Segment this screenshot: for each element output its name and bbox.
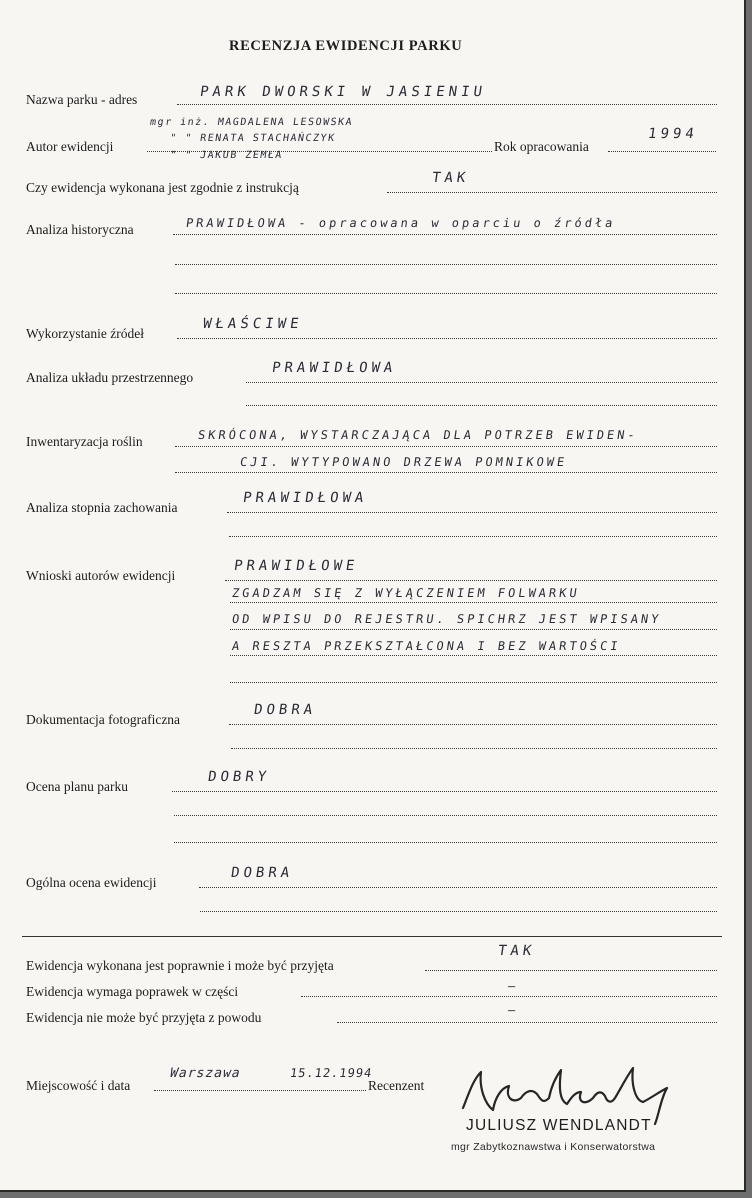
dotted-line	[231, 748, 717, 749]
answer-sources: WŁAŚCIWE	[201, 316, 304, 332]
dotted-line	[177, 338, 717, 339]
answer-plants-2: CJI. WYTYPOWANO DRZEWA POMNIKOWE	[239, 455, 569, 469]
dotted-line	[173, 234, 717, 235]
answer-date: 15.12.1994	[289, 1066, 374, 1080]
label-spatial: Analiza układu przestrzennego	[26, 370, 194, 385]
label-instruction: Czy ewidencja wykonana jest zgodnie z instrukcją	[26, 180, 299, 195]
dotted-line	[175, 472, 717, 473]
answer-year: 1994	[646, 126, 699, 142]
dotted-line	[175, 293, 717, 294]
dotted-line	[387, 192, 717, 193]
form-title: RECENZJA EWIDENCJI PARKU	[229, 38, 463, 54]
answer-spatial: PRAWIDŁOWA	[270, 360, 398, 376]
answer-instruction: TAK	[430, 170, 471, 186]
dotted-line	[200, 911, 717, 912]
label-author: Autor ewidencji	[26, 139, 114, 154]
dotted-line	[301, 996, 717, 997]
label-park-name: Nazwa parku - adres	[26, 92, 138, 107]
answer-historical: PRAWIDŁOWA - opracowana w oparciu o źródła	[185, 216, 617, 230]
answer-author-2: " " RENATA STACHAŃCZYK	[169, 133, 337, 144]
answer-rejected: —	[507, 1003, 520, 1017]
label-accepted: Ewidencja wykonana jest poprawnie i może być przyjęta	[26, 958, 334, 973]
answer-author-3: " " JAKUB ZEMŁA	[169, 150, 284, 161]
dotted-line	[230, 682, 717, 683]
label-historical: Analiza historyczna	[26, 222, 134, 237]
dotted-line	[177, 104, 717, 105]
label-place-date: Miejscowość i data	[26, 1078, 131, 1093]
answer-overall-rating: DOBRA	[229, 865, 295, 881]
answer-photo-docs: DOBRA	[252, 702, 318, 718]
dotted-line	[154, 1090, 366, 1091]
dotted-line	[175, 446, 717, 447]
label-photo-docs: Dokumentacja fotograficzna	[26, 712, 181, 727]
label-sources: Wykorzystanie źródeł	[26, 326, 145, 341]
dotted-line	[229, 724, 717, 725]
dotted-line	[230, 602, 717, 603]
dotted-line	[175, 264, 717, 265]
dotted-line	[229, 536, 717, 537]
label-preservation: Analiza stopnia zachowania	[26, 500, 178, 515]
label-overall-rating: Ogólna ocena ewidencji	[26, 875, 157, 890]
answer-preservation: PRAWIDŁOWA	[241, 490, 369, 506]
label-reviewer: Recenzent	[368, 1078, 425, 1093]
dotted-line	[337, 1022, 717, 1023]
answer-conclusions-3: OD WPISU DO REJESTRU. SPICHRZ JEST WPISANY	[231, 612, 663, 626]
label-plan-rating: Ocena planu parku	[26, 779, 128, 794]
dotted-line	[174, 815, 717, 816]
dotted-line	[225, 580, 717, 581]
answer-park-name: PARK DWORSKI W JASIENIU	[198, 84, 487, 100]
dotted-line	[172, 791, 717, 792]
answer-accepted: TAK	[496, 943, 537, 959]
stamp-name: JULIUSZ WENDLANDT	[466, 1117, 652, 1134]
dotted-line	[230, 629, 717, 630]
answer-conclusions-2: ZGADZAM SIĘ Z WYŁĄCZENIEM FOLWARKU	[231, 586, 581, 600]
answer-plan-rating: DOBRY	[206, 769, 272, 785]
dotted-line	[230, 655, 717, 656]
dotted-line	[246, 405, 717, 406]
section-divider	[22, 936, 722, 937]
answer-corrections: —	[507, 979, 520, 993]
label-rejected: Ewidencja nie może być przyjęta z powodu	[26, 1010, 262, 1025]
label-year: Rok opracowania	[494, 139, 589, 154]
label-corrections: Ewidencja wymaga poprawek w części	[26, 984, 239, 999]
answer-conclusions-4: A RESZTA PRZEKSZTAŁCONA I BEZ WARTOŚCI	[231, 639, 622, 653]
answer-place: Warszawa	[168, 1066, 243, 1081]
dotted-line	[608, 151, 716, 152]
answer-plants-1: SKRÓCONA, WYSTARCZAJĄCA DLA POTRZEB EWIDEN-	[197, 428, 639, 442]
label-conclusions: Wnioski autorów ewidencji	[26, 568, 176, 583]
dotted-line	[199, 887, 717, 888]
dotted-line	[174, 842, 717, 843]
stamp-subtitle: mgr Zabytkoznawstwa i Konserwatorstwa	[451, 1141, 656, 1153]
answer-conclusions-1: PRAWIDŁOWE	[232, 558, 360, 574]
dotted-line	[227, 512, 717, 513]
dotted-line	[246, 382, 717, 383]
label-plants: Inwentaryzacja roślin	[26, 434, 143, 449]
dotted-line	[425, 970, 717, 971]
answer-author-1: mgr inż. MAGDALENA LESOWSKA	[149, 117, 354, 128]
